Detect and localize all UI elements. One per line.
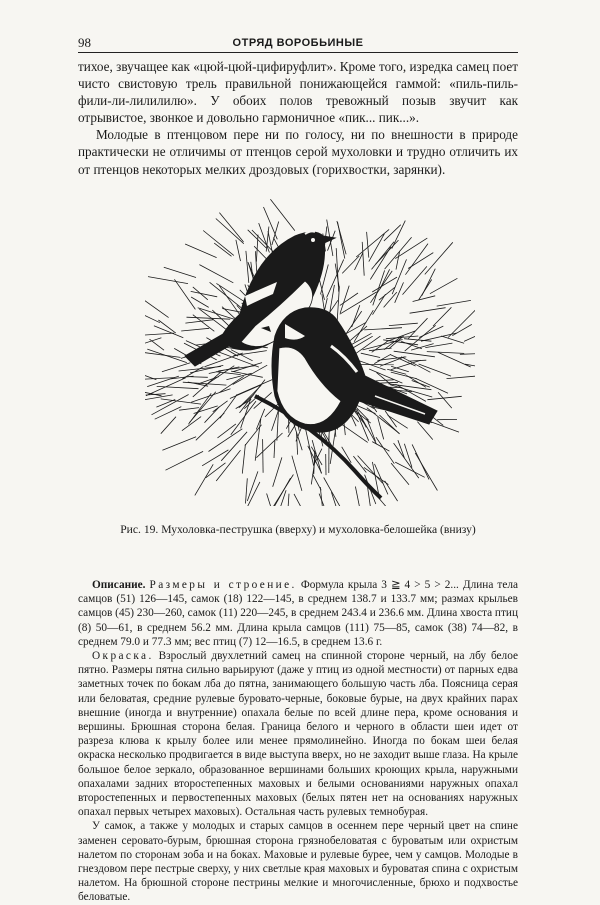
- description-lead: Описание.: [92, 579, 145, 591]
- pine-needle: [362, 242, 364, 276]
- bird-illustration: [145, 196, 475, 506]
- pine-needle: [274, 440, 275, 458]
- pine-needle: [395, 462, 425, 477]
- intro-paragraph-2: Молодые в птенцовом пере ни по голосу, ни по внешности в природе практически не отличимы от птенцов серой мухоловки и трудно отличить их от птенцов некоторых мелких дроздовых (горихвостки, зарянки).: [78, 126, 518, 177]
- description-paragraph-3: У самок, а также у молодых и старых самцов в осеннем пере черный цвет на спине заменен серовато-бурым, брюшная сторона грязнобеловатая с буроватым или охристым налетом по сторонам зоба и на боках. Маховые и рулевые буреe, чем у самцов. Молодые в гнездовом пере пестрые сверху, у них светлые края маховых и буроватая спина с охристым налетом. На брюшной стороне пестрины мелкие и многочисленные, брюхо и подхвостье беловатые.: [78, 819, 518, 904]
- pine-needle: [231, 401, 256, 435]
- pine-needle: [370, 247, 391, 280]
- pine-needle: [145, 306, 160, 323]
- size-heading: Размеры и строение.: [150, 579, 297, 591]
- pine-needle: [364, 328, 402, 330]
- pine-needle: [218, 424, 236, 438]
- lower-bird-collared-flycatcher: [261, 308, 437, 432]
- pine-needle: [324, 478, 341, 507]
- pine-needle: [256, 433, 282, 458]
- pine-needle: [292, 456, 302, 491]
- pine-needle: [398, 440, 405, 458]
- pine-needle: [337, 221, 346, 254]
- pine-needle: [191, 389, 230, 403]
- page-number: 98: [78, 34, 91, 52]
- pine-needle: [430, 278, 458, 293]
- pine-needle: [361, 353, 380, 357]
- pine-needle: [389, 323, 418, 325]
- pine-needle: [427, 352, 464, 354]
- pine-needle: [413, 296, 436, 302]
- pine-needle: [155, 407, 182, 420]
- pine-needle: [406, 375, 426, 387]
- pine-needle: [385, 411, 396, 427]
- pine-needle: [355, 487, 363, 507]
- pine-needle: [145, 352, 181, 357]
- pine-needle: [246, 251, 249, 283]
- pine-needle: [221, 432, 247, 461]
- pine-needle: [419, 364, 451, 376]
- pine-needle: [263, 439, 264, 473]
- pine-needle: [166, 451, 204, 470]
- pine-needle: [145, 395, 173, 400]
- pine-needle: [403, 266, 427, 294]
- pine-needle: [206, 463, 226, 478]
- pine-needle: [395, 238, 427, 259]
- pine-needle: [164, 267, 196, 277]
- pine-needle: [174, 279, 195, 309]
- size-text: Формула крыла 3 ≧ 4 > 5 > 2... Длина тела самцов (51) 126—145, самок (18) 122—145, в среднем 138.7 и 133.7 мм; размах крыльев самцов (45) 230—260, самок (11) 220—245, в среднем 243.4 и 236.6 мм. Длина хвоста птиц (8) 50—61, в среднем 56.2 мм. Длина крыла самцов (111) 75—85, самок (38) 74—82, в среднем 79.0 и 77.3 мм; вес птиц (7) 12—16.5, в среднем 13.6 г.: [78, 579, 518, 648]
- pine-needle: [145, 292, 169, 317]
- flycatchers-drawing: [145, 196, 475, 506]
- coloration-text: Взрослый двухлетний самец на спинной стороне черный, на лбу белое пятно. Размеры пятна сильно варьируют (даже у птиц из одной местности) от парных едва заметных точек по бокам лба до пятна, занимающего большую часть лба. Поясница серая или беловатая, средние рулевые буровато-черные, боковые бурые, на двух крайних парах внешние (иногда и внутренние) опахала белые по всей длине пера, кроме основания и вершины. Брюшная сторона белая. Граница белого и черного в области шеи идет от разреза клюва к крылу более или менее прямолинейно. Иногда по бокам шеи белая окраска несколько продвигается в виде выступа вверх, но не заходит выше глаза. На крыле большое белое зеркало, образованное вершинами больших кроющих крыла, наружными опахалами задних второстепенных маховых и белыми основаниями наружных опахал второстепенных и первостепенных маховых (белых пятен нет на основаниях наружных опахал первых четырех маховых). Остальная часть рулевых темнобурая.: [78, 650, 518, 818]
- pine-needle: [401, 341, 422, 348]
- pine-needle: [384, 225, 401, 241]
- pine-needle: [390, 355, 416, 367]
- pine-needle: [379, 415, 399, 434]
- pine-needle: [220, 394, 237, 418]
- pine-needle: [405, 244, 428, 275]
- pine-needle: [401, 357, 430, 373]
- pine-needle: [216, 219, 244, 244]
- pine-needle: [391, 463, 409, 485]
- pine-needle: [340, 293, 358, 305]
- pine-needle: [270, 199, 294, 230]
- pine-needle: [179, 408, 199, 411]
- pine-needle: [396, 251, 400, 269]
- pine-needle: [236, 240, 241, 261]
- pine-needle: [203, 231, 234, 256]
- pine-needle: [248, 230, 266, 248]
- pine-needle: [417, 422, 432, 440]
- pine-needle: [349, 326, 367, 341]
- pine-needle: [182, 417, 201, 431]
- pine-needle: [464, 333, 475, 341]
- pine-needle: [354, 310, 373, 342]
- pine-needle: [408, 360, 426, 361]
- pine-needle: [392, 259, 406, 294]
- pine-needle: [340, 292, 377, 314]
- pine-needle: [369, 348, 392, 351]
- pine-needle: [273, 457, 282, 486]
- pine-needle: [185, 244, 217, 258]
- coloration-heading: Окраска.: [92, 650, 154, 662]
- pine-needle: [345, 311, 362, 335]
- pine-needle: [150, 339, 165, 350]
- pine-needle: [373, 270, 385, 305]
- pine-needle: [246, 478, 248, 503]
- figure-caption: Рис. 19. Мухоловка-пеструшка (вверху) и мухоловка-белошейка (внизу): [78, 522, 518, 537]
- description-paragraph-1: [78, 578, 518, 649]
- pine-needle: [187, 317, 231, 319]
- pine-needle: [425, 343, 452, 348]
- pine-needle: [425, 242, 453, 274]
- intro-text: [78, 58, 518, 178]
- pine-needle: [148, 277, 188, 284]
- pine-needle: [438, 392, 452, 408]
- pine-needle: [219, 213, 243, 242]
- pine-needle: [210, 282, 242, 307]
- pine-needle: [410, 308, 446, 314]
- pine-needle: [356, 229, 389, 257]
- pine-needle: [145, 333, 174, 335]
- pine-needle: [441, 336, 464, 343]
- pine-needle: [236, 380, 272, 396]
- pine-needle: [376, 437, 394, 464]
- pine-needle: [408, 253, 433, 269]
- pine-needle: [433, 307, 451, 326]
- pine-needle: [367, 232, 369, 258]
- description-paragraph-2: [78, 649, 518, 819]
- pine-needle: [181, 328, 209, 331]
- pine-needle: [392, 221, 406, 249]
- running-header: [78, 34, 518, 53]
- pine-needle: [408, 318, 427, 338]
- pine-needle: [415, 378, 448, 393]
- pine-needle: [391, 372, 417, 379]
- pine-needle: [415, 453, 437, 491]
- species-description: [78, 578, 518, 905]
- pine-needle: [437, 300, 471, 306]
- pine-needle: [247, 482, 260, 506]
- section-title: ОТРЯД ВОРОБЬИНЫЕ: [78, 34, 518, 52]
- pine-needle: [161, 417, 176, 434]
- pine-needle: [372, 442, 389, 452]
- pine-needle: [385, 237, 412, 269]
- pine-needle: [242, 444, 245, 473]
- pine-needle: [448, 309, 475, 337]
- pine-needle: [346, 322, 366, 334]
- pine-needle: [147, 376, 179, 387]
- pine-needle: [267, 494, 273, 507]
- pine-needle: [372, 242, 395, 270]
- pine-needle: [199, 265, 233, 283]
- pine-needle: [195, 464, 213, 495]
- pine-needle: [214, 243, 231, 256]
- pine-needle: [288, 494, 290, 506]
- pine-needle: [313, 474, 322, 490]
- intro-paragraph-1: тихое, звучащее как «цюй-цюй-цифируфлит». Кроме того, изредка самец поет чисто свистовую трель правильной понижающейся гаммой: «пиль-пиль-фили-ли-лилилилю». У обоих полов тревожный позыв звучит как отрывистое, звонкое и довольно гармоничное «пик... пик...».: [78, 58, 518, 126]
- pine-needle: [162, 437, 196, 451]
- pine-needle: [294, 494, 307, 506]
- pine-needle: [183, 382, 227, 385]
